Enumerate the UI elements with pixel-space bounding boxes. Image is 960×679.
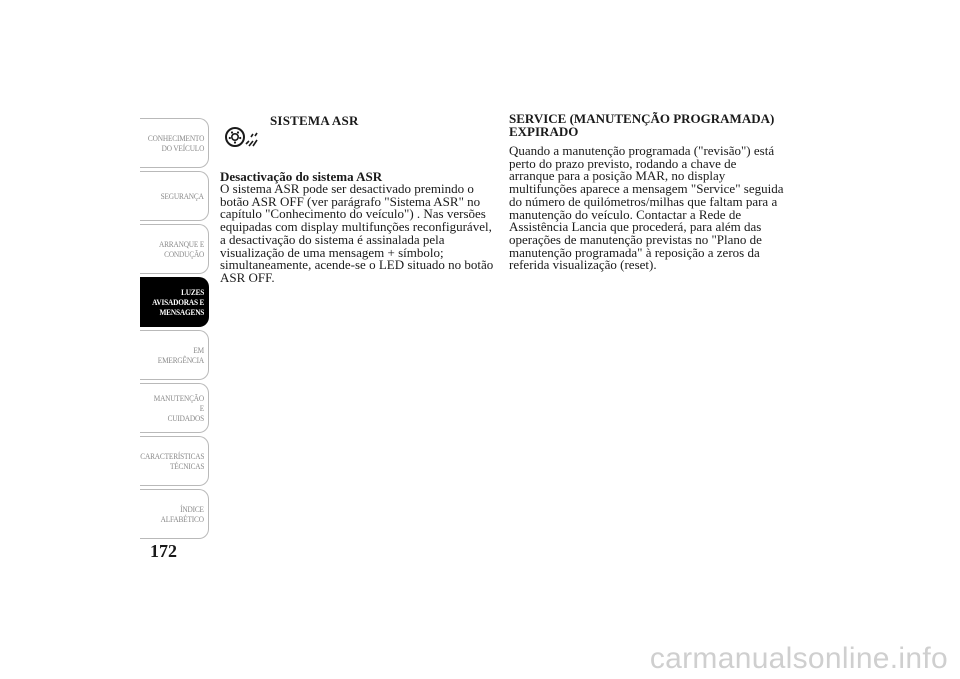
paragraph-service: Quando a manutenção programada ("revisão") está perto do prazo previsto, rodando a chave de arranque para a posição MAR, no display multifunções aparece a mensagem "Service" seguida do número de quilómetros/milhas que faltam para a manutenção do veículo. Contactar a Rede de Assistência Lancia que procederá, para além das operações de manutenção previstas no "Plano de manutenção programada" à reposição a zeros da referida visualização (reset). xyxy=(509,143,784,273)
tab-label: LUZES AVISADORAS E MENSAGENS xyxy=(151,287,204,317)
tab-label: CARACTERÍSTICAS TÉCNICAS xyxy=(139,451,204,471)
tab-caracteristicas[interactable] xyxy=(140,436,209,486)
tab-luzes-avisadoras[interactable] xyxy=(140,277,209,327)
asr-warning-icon xyxy=(224,126,262,148)
tab-label: MANUTENÇÃO E CUIDADOS xyxy=(153,393,204,423)
tab-label: ARRANQUE E CONDUÇÃO xyxy=(158,239,204,259)
tab-conhecimento[interactable] xyxy=(140,118,209,168)
tab-label: SEGURANÇA xyxy=(160,191,204,201)
tab-label: CONHECIMENTO DO VEÍCULO xyxy=(147,133,204,153)
section-heading-service: SERVICE (MANUTENÇÃO PROGRAMADA) EXPIRADO xyxy=(509,111,775,139)
section-heading-asr: SISTEMA ASR xyxy=(270,113,359,128)
tab-label: ÍNDICE ALFABÉTICO xyxy=(160,504,204,524)
tab-manutencao[interactable] xyxy=(140,383,209,433)
paragraph-asr: O sistema ASR pode ser desactivado premindo o botão ASR OFF (ver parágrafo "Sistema ASR" no capítulo "Conhecimento do veículo") . Nas versões equipadas com display multifunções reconfigurável, a desactivação do sistema é assinalada pela visualização de uma mensagem + símbolo; simultaneamente, acende-se o LED situado no botão ASR OFF. xyxy=(220,181,494,285)
tab-indice[interactable] xyxy=(140,489,209,539)
tab-emergencia[interactable] xyxy=(140,330,209,380)
subheading-desactivacao: Desactivação do sistema ASR xyxy=(220,169,383,184)
tab-label: EM EMERGÊNCIA xyxy=(157,345,204,365)
watermark: carmanualsonline.info xyxy=(649,642,948,675)
page-number: 172 xyxy=(150,541,177,561)
tab-arranque[interactable] xyxy=(140,224,209,274)
tab-seguranca[interactable] xyxy=(140,171,209,221)
